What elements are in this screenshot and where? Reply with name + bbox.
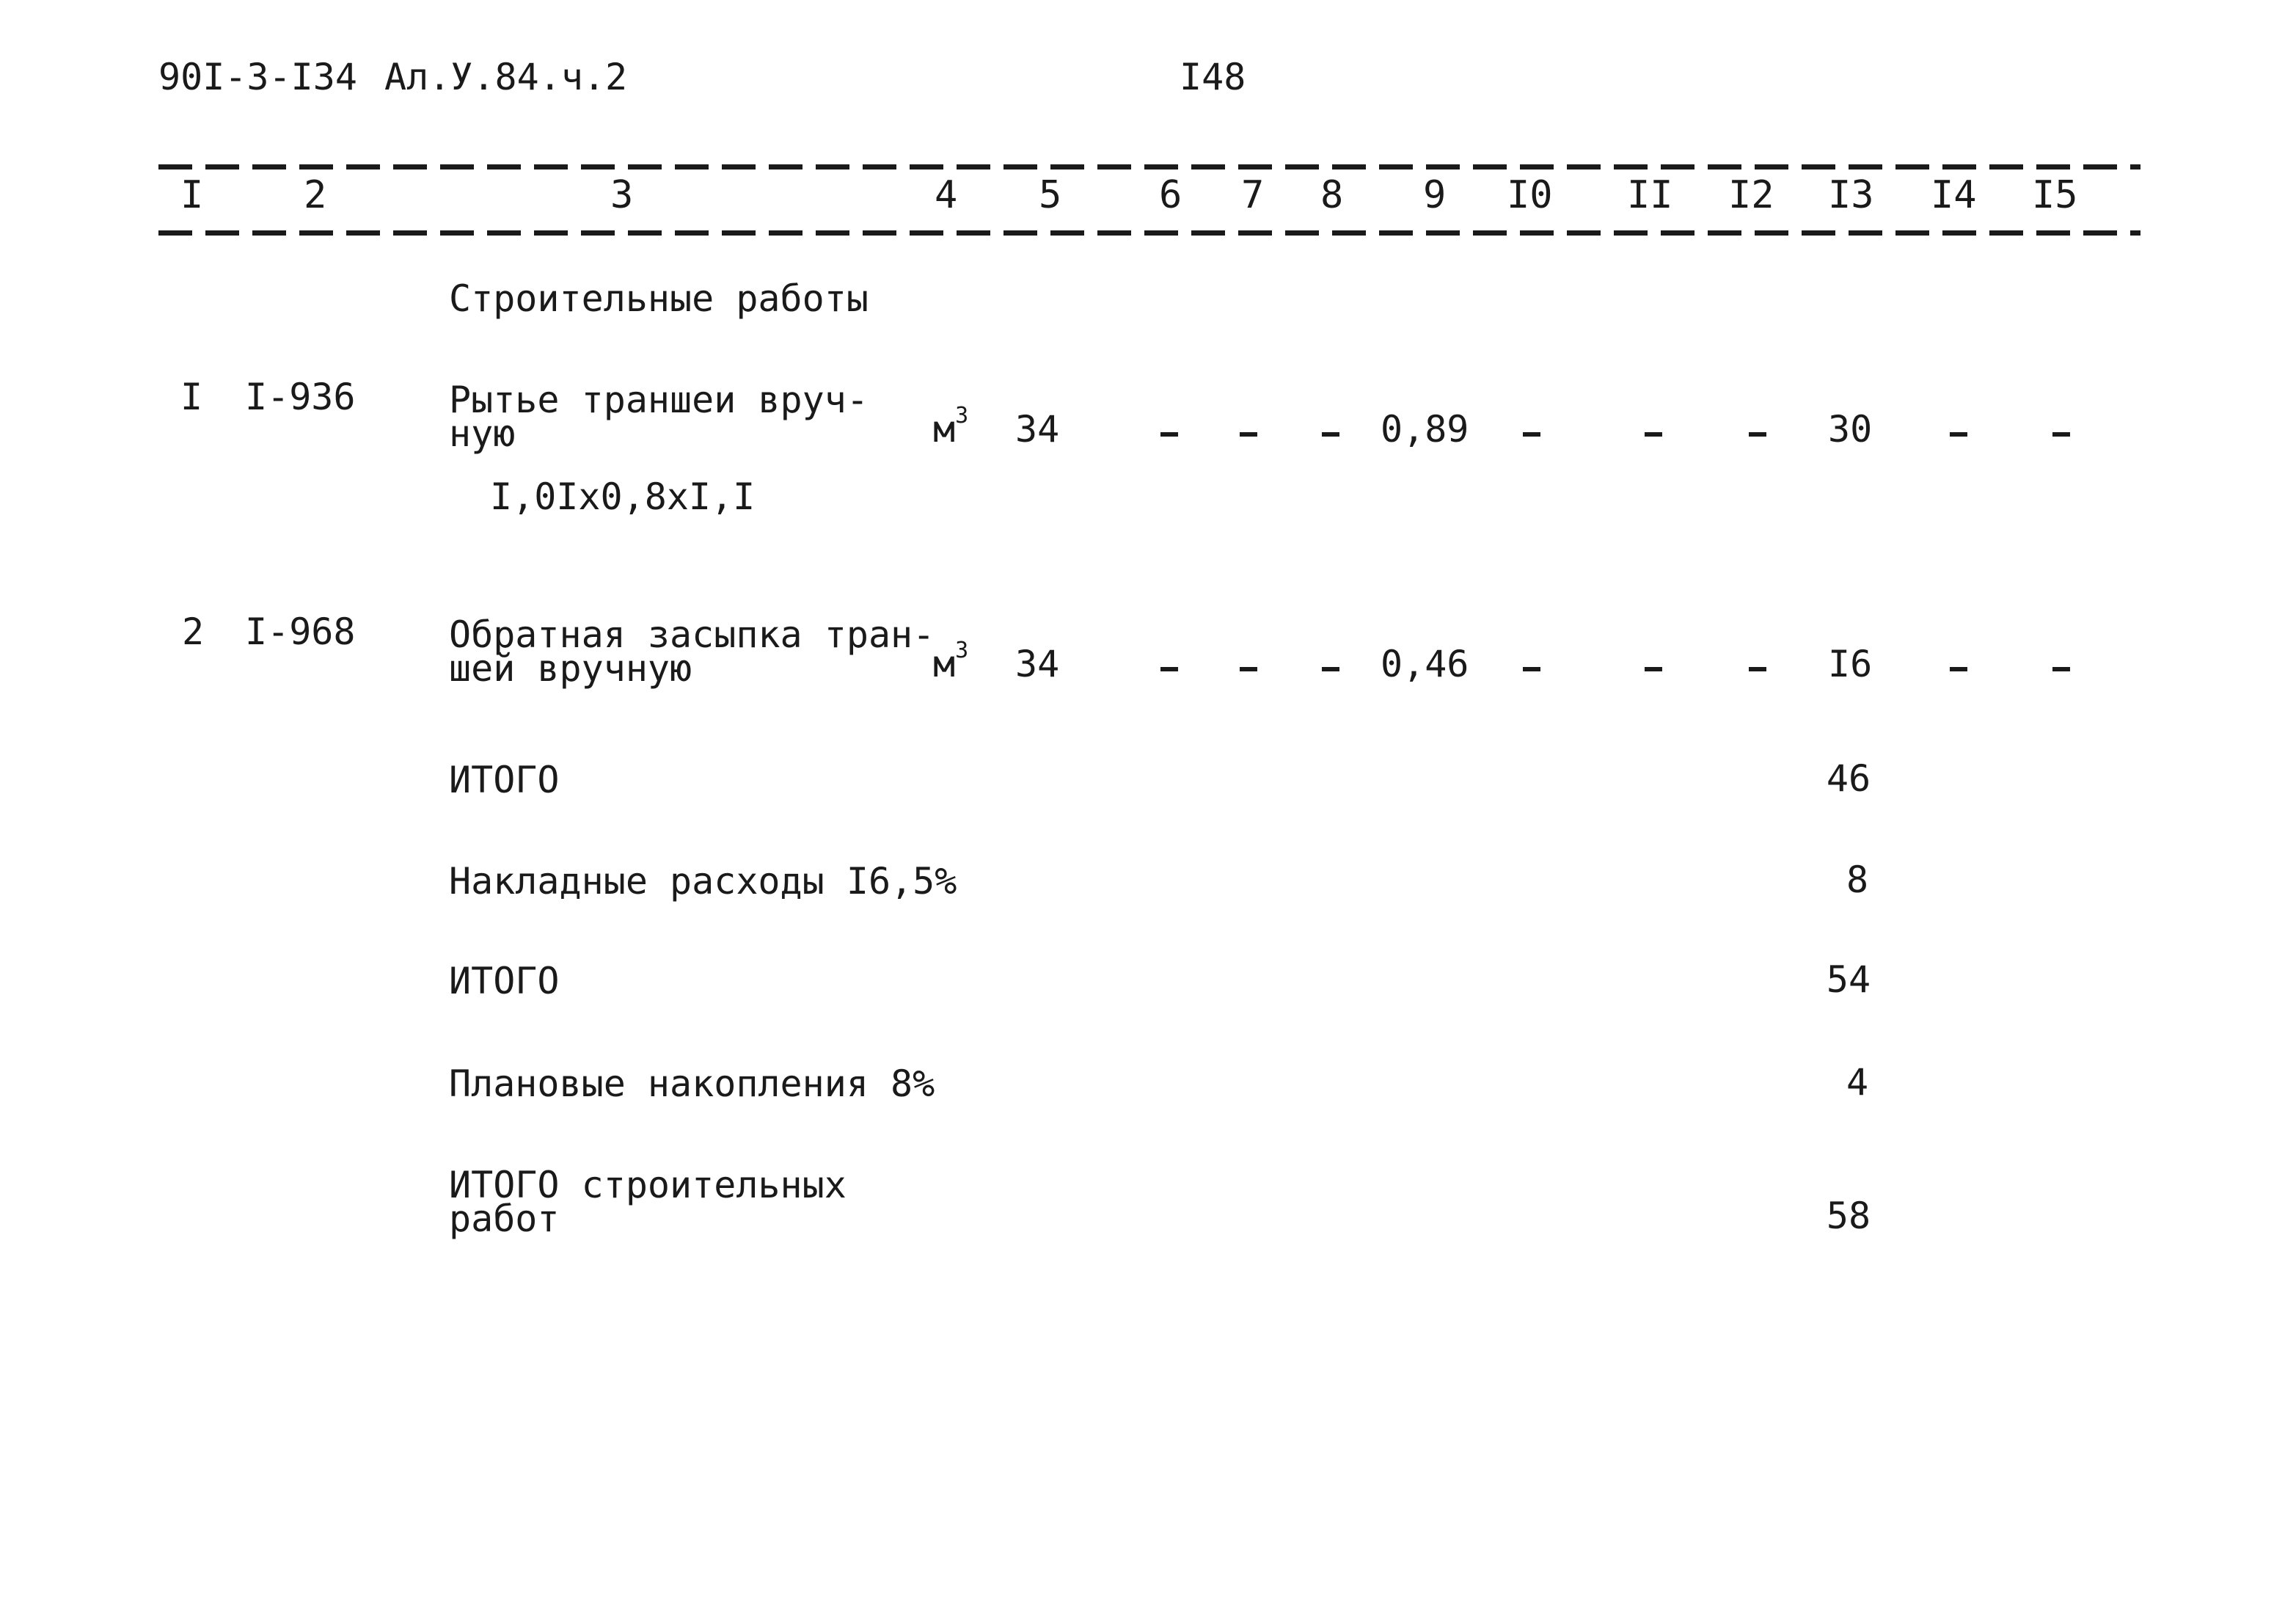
summary-label-line1: ИТОГО строительных xyxy=(449,1164,847,1206)
empty-cell-dash xyxy=(2052,662,2070,674)
column-header: I xyxy=(180,173,204,217)
empty-cell-dash xyxy=(1160,427,1178,439)
volume-formula: I,0Ix0,8xI,I xyxy=(490,475,756,518)
rate-code: I-936 xyxy=(245,376,356,418)
empty-cell-dash xyxy=(1523,427,1540,439)
page-number: I48 xyxy=(1180,56,1246,98)
summary-label: ИТОГО xyxy=(449,759,560,801)
document-code: 90I-3-I34 xyxy=(158,56,357,98)
row-number: 2 xyxy=(182,610,205,653)
section-title: Строительные работы xyxy=(449,277,869,320)
empty-cell-dash xyxy=(1749,662,1766,674)
column-header: 5 xyxy=(1039,173,1062,217)
empty-cell-dash xyxy=(1523,662,1540,674)
summary-label-line2: работ xyxy=(449,1197,560,1240)
cell-value: 0,46 xyxy=(1381,643,1469,685)
empty-cell-dash xyxy=(1240,427,1257,439)
quantity: 34 xyxy=(1015,643,1060,685)
empty-cell-dash xyxy=(1645,662,1662,674)
column-header: 3 xyxy=(610,173,634,217)
column-header: 6 xyxy=(1159,173,1182,217)
column-header: I0 xyxy=(1507,173,1553,217)
column-header: I2 xyxy=(1728,173,1774,217)
summary-value: 8 xyxy=(1846,858,1869,901)
work-description-line2: ную xyxy=(449,412,516,455)
unit-of-measure: $м^3$ xyxy=(933,403,969,451)
column-header: I3 xyxy=(1828,173,1874,217)
column-header: 2 xyxy=(304,173,327,217)
summary-label: Плановые накопления 8% xyxy=(449,1062,935,1105)
empty-cell-dash xyxy=(2052,427,2070,439)
summary-value: 54 xyxy=(1826,958,1871,1001)
summary-value: 4 xyxy=(1846,1061,1869,1104)
cost-value: 30 xyxy=(1828,408,1873,451)
column-header: II xyxy=(1627,173,1673,217)
summary-label: Накладные расходы I6,5% xyxy=(449,860,957,903)
cell-value: 0,89 xyxy=(1381,408,1469,451)
summary-value: 46 xyxy=(1826,757,1871,800)
empty-cell-dash xyxy=(1322,662,1339,674)
unit-of-measure: $м^3$ xyxy=(933,638,969,685)
empty-cell-dash xyxy=(1645,427,1662,439)
work-description-line1: Обратная засыпка тран- xyxy=(449,613,935,656)
column-header: 7 xyxy=(1241,173,1265,217)
empty-cell-dash xyxy=(1950,427,1967,439)
cost-value: I6 xyxy=(1828,643,1873,685)
album-code: Ал.У.84.ч.2 xyxy=(384,56,628,98)
header-top-rule xyxy=(158,164,2140,169)
work-description-line2: шей вручную xyxy=(449,647,692,690)
empty-cell-dash xyxy=(1749,427,1766,439)
column-header: 4 xyxy=(935,173,958,217)
column-header: 8 xyxy=(1320,173,1344,217)
work-description-line1: Рытье траншеи вруч- xyxy=(449,379,869,421)
summary-label: ИТОГО xyxy=(449,960,560,1002)
quantity: 34 xyxy=(1015,408,1060,451)
empty-cell-dash xyxy=(1160,662,1178,674)
header-bottom-rule xyxy=(158,230,2140,236)
column-header: I5 xyxy=(2032,173,2078,217)
column-header: 9 xyxy=(1423,173,1447,217)
empty-cell-dash xyxy=(1240,662,1257,674)
summary-value: 58 xyxy=(1826,1195,1871,1237)
empty-cell-dash xyxy=(1322,427,1339,439)
row-number: I xyxy=(180,376,203,418)
column-header: I4 xyxy=(1931,173,1977,217)
empty-cell-dash xyxy=(1950,662,1967,674)
rate-code: I-968 xyxy=(245,610,356,653)
